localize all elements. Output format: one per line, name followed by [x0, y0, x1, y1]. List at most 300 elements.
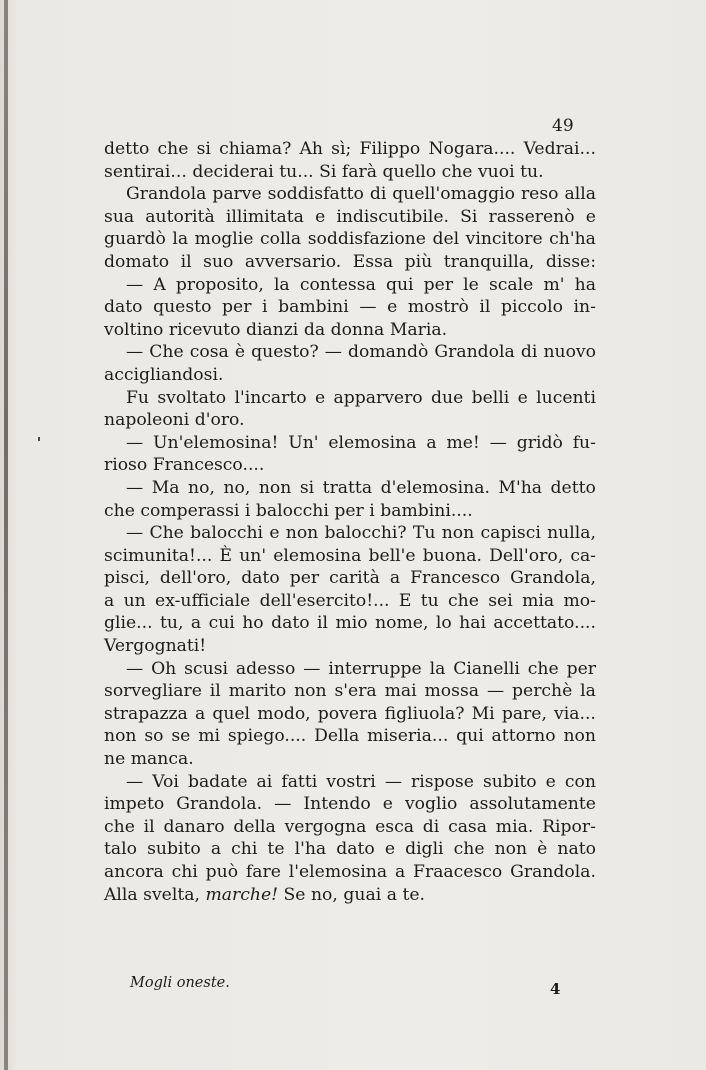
word: interruppe	[328, 658, 422, 679]
word: ca-	[570, 545, 596, 566]
text-line	[104, 251, 596, 274]
word: a	[386, 884, 397, 905]
word: ho	[242, 613, 264, 634]
word: l'ha	[294, 839, 327, 860]
word: Voi	[152, 771, 179, 792]
word: qui	[385, 274, 414, 295]
word: mi	[198, 726, 220, 747]
word: ai	[256, 771, 273, 792]
word: di	[520, 342, 538, 363]
word: non	[294, 681, 327, 702]
word: vincitore	[465, 229, 543, 250]
word: Che	[149, 523, 184, 544]
word: Oh	[151, 658, 177, 679]
word: miseria...	[367, 726, 449, 747]
word: le	[463, 274, 479, 295]
word: —	[126, 342, 144, 363]
word: me!	[446, 432, 480, 453]
word: Grandola.	[510, 862, 596, 882]
word: no,	[310, 884, 338, 905]
word: subito	[147, 839, 201, 860]
word: detto	[550, 477, 596, 498]
text-line	[104, 612, 596, 635]
word: fare	[245, 862, 281, 882]
text-line	[104, 590, 596, 613]
word: buona.	[422, 545, 482, 566]
text-line	[104, 658, 596, 681]
word: con	[564, 771, 596, 792]
word: la	[172, 229, 189, 250]
word: i	[244, 500, 251, 521]
word: Grandola.	[176, 794, 263, 815]
page-number: 49	[552, 116, 574, 136]
word: te	[267, 839, 285, 860]
word: e	[545, 771, 556, 792]
word: Dell'oro,	[489, 545, 564, 566]
word: accigliandosi.	[104, 364, 224, 385]
word: di	[369, 184, 387, 205]
text-line	[104, 748, 596, 771]
word: tu,	[160, 613, 184, 634]
word: illimitata	[225, 206, 304, 227]
text-line	[104, 884, 596, 907]
word: —	[126, 432, 144, 453]
word: spiego....	[227, 726, 307, 747]
word: Ripor-	[542, 816, 596, 837]
word: —	[126, 274, 144, 295]
word: la	[580, 681, 596, 702]
word: mia	[522, 590, 555, 611]
word: comperassi	[140, 500, 240, 521]
word: napoleoni	[104, 410, 190, 431]
word: non	[104, 726, 137, 747]
word: l'elemosina	[288, 862, 388, 882]
text-line	[104, 838, 596, 861]
word: ancora	[104, 862, 164, 882]
text-line	[104, 771, 596, 794]
word: voglio	[404, 794, 458, 815]
text-line	[104, 454, 596, 477]
word: attorno	[491, 726, 556, 747]
word: Fraacesco	[413, 862, 503, 882]
word: chi	[171, 862, 198, 882]
word: assolutamente	[469, 794, 596, 815]
word: ricevuto	[168, 319, 241, 340]
word: marito	[228, 681, 287, 702]
word: dato	[336, 839, 375, 860]
word: la	[273, 274, 290, 295]
word: si	[299, 477, 315, 498]
word: d'oro.	[194, 410, 245, 431]
word: —	[126, 523, 144, 544]
word: mia.	[495, 816, 534, 837]
word: a	[389, 568, 401, 589]
word: un	[123, 590, 146, 611]
text-line	[104, 816, 596, 839]
word: contessa	[299, 274, 376, 295]
word: mossa	[424, 681, 480, 702]
text-line	[104, 364, 596, 387]
word: tu.	[520, 161, 544, 182]
word: M'ha	[498, 477, 543, 498]
word: si	[196, 139, 211, 159]
word: Vedrai...	[523, 139, 596, 159]
text-line	[104, 725, 596, 748]
word: svoltato	[157, 387, 227, 408]
word: Nogara....	[428, 139, 516, 159]
word: autorità	[145, 206, 215, 227]
word: sì;	[331, 139, 352, 159]
word: mo-	[563, 590, 596, 611]
word: che	[441, 161, 473, 182]
word: non	[494, 839, 528, 860]
word: casa	[448, 816, 488, 837]
word: a	[190, 613, 202, 634]
word: scusi	[184, 658, 229, 679]
word: chiama?	[219, 139, 292, 159]
word: e	[585, 206, 596, 227]
word: cosa	[189, 342, 229, 363]
word: questo	[153, 297, 212, 318]
word: —	[324, 342, 342, 363]
word: ha	[574, 274, 596, 295]
word: Un'	[288, 432, 319, 453]
word: un'	[239, 545, 267, 566]
text-line	[104, 319, 596, 342]
word: dato	[271, 613, 310, 634]
word: dell'oro,	[159, 568, 232, 589]
word: Fu	[126, 387, 149, 408]
word: scale	[488, 274, 534, 295]
word: per	[423, 274, 454, 295]
word: il	[180, 251, 192, 272]
word: vostri	[326, 771, 376, 792]
word: Intendo	[303, 794, 371, 815]
word: povera	[317, 703, 378, 724]
word: s'era	[334, 681, 377, 702]
signature-mark: 4	[550, 980, 561, 998]
word: cui	[208, 613, 235, 634]
word: per	[289, 568, 320, 589]
word: mio	[335, 613, 368, 634]
text-line	[104, 432, 596, 455]
word: deciderai	[192, 161, 274, 182]
word: Mi	[471, 703, 495, 724]
word: figliuola?	[384, 703, 465, 724]
text-line	[104, 138, 596, 161]
word: in-	[573, 297, 596, 318]
word: lucenti	[536, 387, 596, 408]
word: Ah	[299, 139, 323, 159]
word: —	[126, 477, 144, 498]
word: quel	[212, 703, 251, 724]
word: —	[384, 771, 402, 792]
word: disse:	[545, 251, 596, 272]
word: e	[517, 387, 528, 408]
word: guardò	[104, 229, 166, 250]
word: per	[334, 500, 364, 521]
body-text	[104, 138, 596, 906]
word: l'incarto	[234, 387, 307, 408]
word: detto	[104, 139, 150, 159]
word: talo	[104, 839, 137, 860]
page-binding-edge	[4, 0, 8, 1070]
word: manca.	[130, 749, 194, 770]
word: del	[432, 229, 460, 250]
word: no,	[223, 477, 251, 498]
word: reso	[520, 184, 559, 205]
word: sorvegliare	[104, 681, 202, 702]
word: strapazza	[104, 703, 188, 724]
word: può	[205, 862, 239, 882]
word: avversario.	[244, 251, 342, 272]
word: bambini....	[380, 500, 473, 521]
text-line	[104, 409, 596, 432]
word: e	[387, 297, 398, 318]
word: digli	[405, 839, 444, 860]
word: Alla	[104, 884, 138, 905]
word: di	[422, 816, 440, 837]
word: nome,	[375, 613, 429, 634]
word: tranquilla,	[443, 251, 535, 272]
text-line	[104, 567, 596, 590]
word: per	[566, 658, 596, 679]
word: il	[209, 681, 221, 702]
word: E	[398, 590, 412, 611]
word: e	[384, 839, 395, 860]
word: Si	[460, 206, 478, 227]
word: Della	[314, 726, 360, 747]
word: che	[527, 658, 559, 679]
word: lo	[435, 613, 452, 634]
word: suo	[203, 251, 234, 272]
word: bell'e	[368, 545, 416, 566]
word: gridò	[516, 432, 563, 453]
text-line	[104, 861, 596, 884]
word: sentirai...	[104, 161, 187, 182]
word: subito	[482, 771, 537, 792]
footer-book-title: Mogli oneste.	[130, 975, 230, 991]
word: apparvero	[333, 387, 423, 408]
word: donna	[330, 319, 385, 340]
text-line	[104, 500, 596, 523]
word: alla	[564, 184, 596, 205]
word: questo?	[251, 342, 319, 363]
word: —	[126, 658, 144, 679]
word: due	[431, 387, 464, 408]
word: balocchi	[255, 500, 329, 521]
word: balocchi?	[324, 523, 407, 544]
text-line	[104, 341, 596, 364]
word: Cianelli	[453, 658, 520, 679]
word: qui	[456, 726, 484, 747]
word: sua	[104, 206, 135, 227]
text-line	[104, 183, 596, 206]
word: non	[285, 523, 319, 544]
word: da	[303, 319, 326, 340]
text-line	[104, 635, 596, 658]
word: dato	[104, 297, 143, 318]
word: parve	[212, 184, 262, 205]
word: accettato....	[493, 613, 596, 634]
word: —	[274, 794, 292, 815]
word: impeto	[104, 794, 165, 815]
word: scimunita!...	[104, 545, 213, 566]
word: nulla,	[547, 523, 596, 544]
text-line	[104, 387, 596, 410]
word: tratta	[322, 477, 373, 498]
word: a	[394, 862, 406, 882]
word: vuoi	[477, 161, 515, 182]
word: indiscutibile.	[336, 206, 449, 227]
word: esca	[375, 816, 414, 837]
word: dato	[241, 568, 280, 589]
text-line	[104, 206, 596, 229]
word: e	[269, 523, 280, 544]
word: hai	[459, 613, 486, 634]
word: dell'esercito!...	[259, 590, 390, 611]
word: —	[486, 681, 505, 702]
word: è	[234, 342, 246, 363]
word: a	[426, 432, 437, 453]
word: rioso	[104, 455, 148, 476]
word: non	[258, 477, 292, 498]
word: A	[153, 274, 166, 295]
word: perchè	[512, 681, 573, 702]
word: Tu	[412, 523, 436, 544]
text-line	[104, 161, 596, 184]
word: guai	[343, 884, 382, 905]
word: farà	[341, 161, 377, 182]
word: Essa	[352, 251, 394, 272]
word: balocchi	[190, 523, 264, 544]
word: i	[369, 500, 375, 521]
word: e	[314, 387, 326, 408]
word: che	[104, 816, 135, 837]
word: domandò	[348, 342, 429, 363]
text-line	[104, 545, 596, 568]
word: la	[429, 658, 446, 679]
word: mai	[384, 681, 417, 702]
word: e	[382, 794, 393, 815]
word: soddisfatto	[267, 184, 364, 205]
word: È	[219, 545, 233, 566]
word: Si	[319, 161, 337, 182]
word: tu...	[279, 161, 314, 182]
word: Grandola	[126, 184, 207, 205]
text-line	[104, 522, 596, 545]
word: che	[448, 590, 479, 611]
word: non	[563, 726, 596, 747]
word: carità	[329, 568, 380, 589]
word: Grandola	[434, 342, 515, 363]
word: sei	[488, 590, 513, 611]
word: voltino	[104, 319, 164, 340]
word: svelta,	[143, 884, 200, 905]
word: belli	[471, 387, 510, 408]
word: badate	[187, 771, 248, 792]
word: mostrò	[407, 297, 469, 318]
word: ex-ufficiale	[155, 590, 251, 611]
word: a	[210, 839, 222, 860]
word: no,	[188, 477, 215, 498]
word: i	[262, 297, 268, 318]
word: colla	[259, 229, 302, 250]
word: glie...	[104, 613, 153, 634]
word: più	[404, 251, 433, 272]
word: piccolo	[501, 297, 563, 318]
word: della	[233, 816, 276, 837]
word: fu-	[572, 432, 596, 453]
text-line	[104, 274, 596, 297]
word: —	[489, 432, 507, 453]
text-line	[104, 703, 596, 726]
word: chi	[231, 839, 258, 860]
text-line	[104, 296, 596, 319]
word: m'	[543, 274, 565, 295]
word: dianzi	[245, 319, 299, 340]
word: non	[441, 523, 475, 544]
word: nuovo	[543, 342, 596, 363]
word: Se	[283, 884, 306, 905]
word: Maria.	[389, 319, 448, 340]
word: il	[143, 816, 155, 837]
word: è	[537, 839, 548, 860]
word: il	[317, 613, 329, 634]
word: pare,	[501, 703, 547, 724]
word: modo,	[257, 703, 311, 724]
word: elemosina	[273, 545, 362, 566]
word: so	[144, 726, 164, 747]
word: marche!	[205, 884, 279, 905]
word: a	[104, 590, 115, 611]
word: moglie	[194, 229, 254, 250]
stray-ink-mark	[38, 437, 40, 441]
word: Francesco	[410, 568, 501, 589]
word: ch'ha	[549, 229, 596, 250]
word: Che	[149, 342, 184, 363]
word: nato	[557, 839, 596, 860]
word: quello	[382, 161, 437, 182]
word: e	[315, 206, 326, 227]
word: te.	[402, 884, 425, 905]
word: bambini	[278, 297, 349, 318]
word: per	[222, 297, 252, 318]
word: quell'omaggio	[392, 184, 516, 205]
word: proposito,	[175, 274, 264, 295]
word: capisci	[480, 523, 541, 544]
word: elemosina	[328, 432, 417, 453]
word: adesso	[235, 658, 296, 679]
word: —	[359, 297, 377, 318]
word: pisci,	[104, 568, 150, 589]
word: rasserenò	[488, 206, 575, 227]
text-line	[104, 228, 596, 251]
word: domato	[104, 251, 170, 272]
word: Vergognati!	[104, 636, 207, 657]
word: che	[104, 500, 135, 521]
word: Francesco....	[152, 455, 265, 476]
word: Un'elemosina!	[153, 432, 279, 453]
word: che	[453, 839, 485, 860]
word: Grandola,	[510, 568, 596, 589]
text-line	[104, 793, 596, 816]
word: —	[303, 658, 321, 679]
word: ne	[104, 749, 126, 770]
word: Filippo	[359, 139, 421, 159]
word: che	[157, 139, 189, 159]
word: se	[171, 726, 191, 747]
